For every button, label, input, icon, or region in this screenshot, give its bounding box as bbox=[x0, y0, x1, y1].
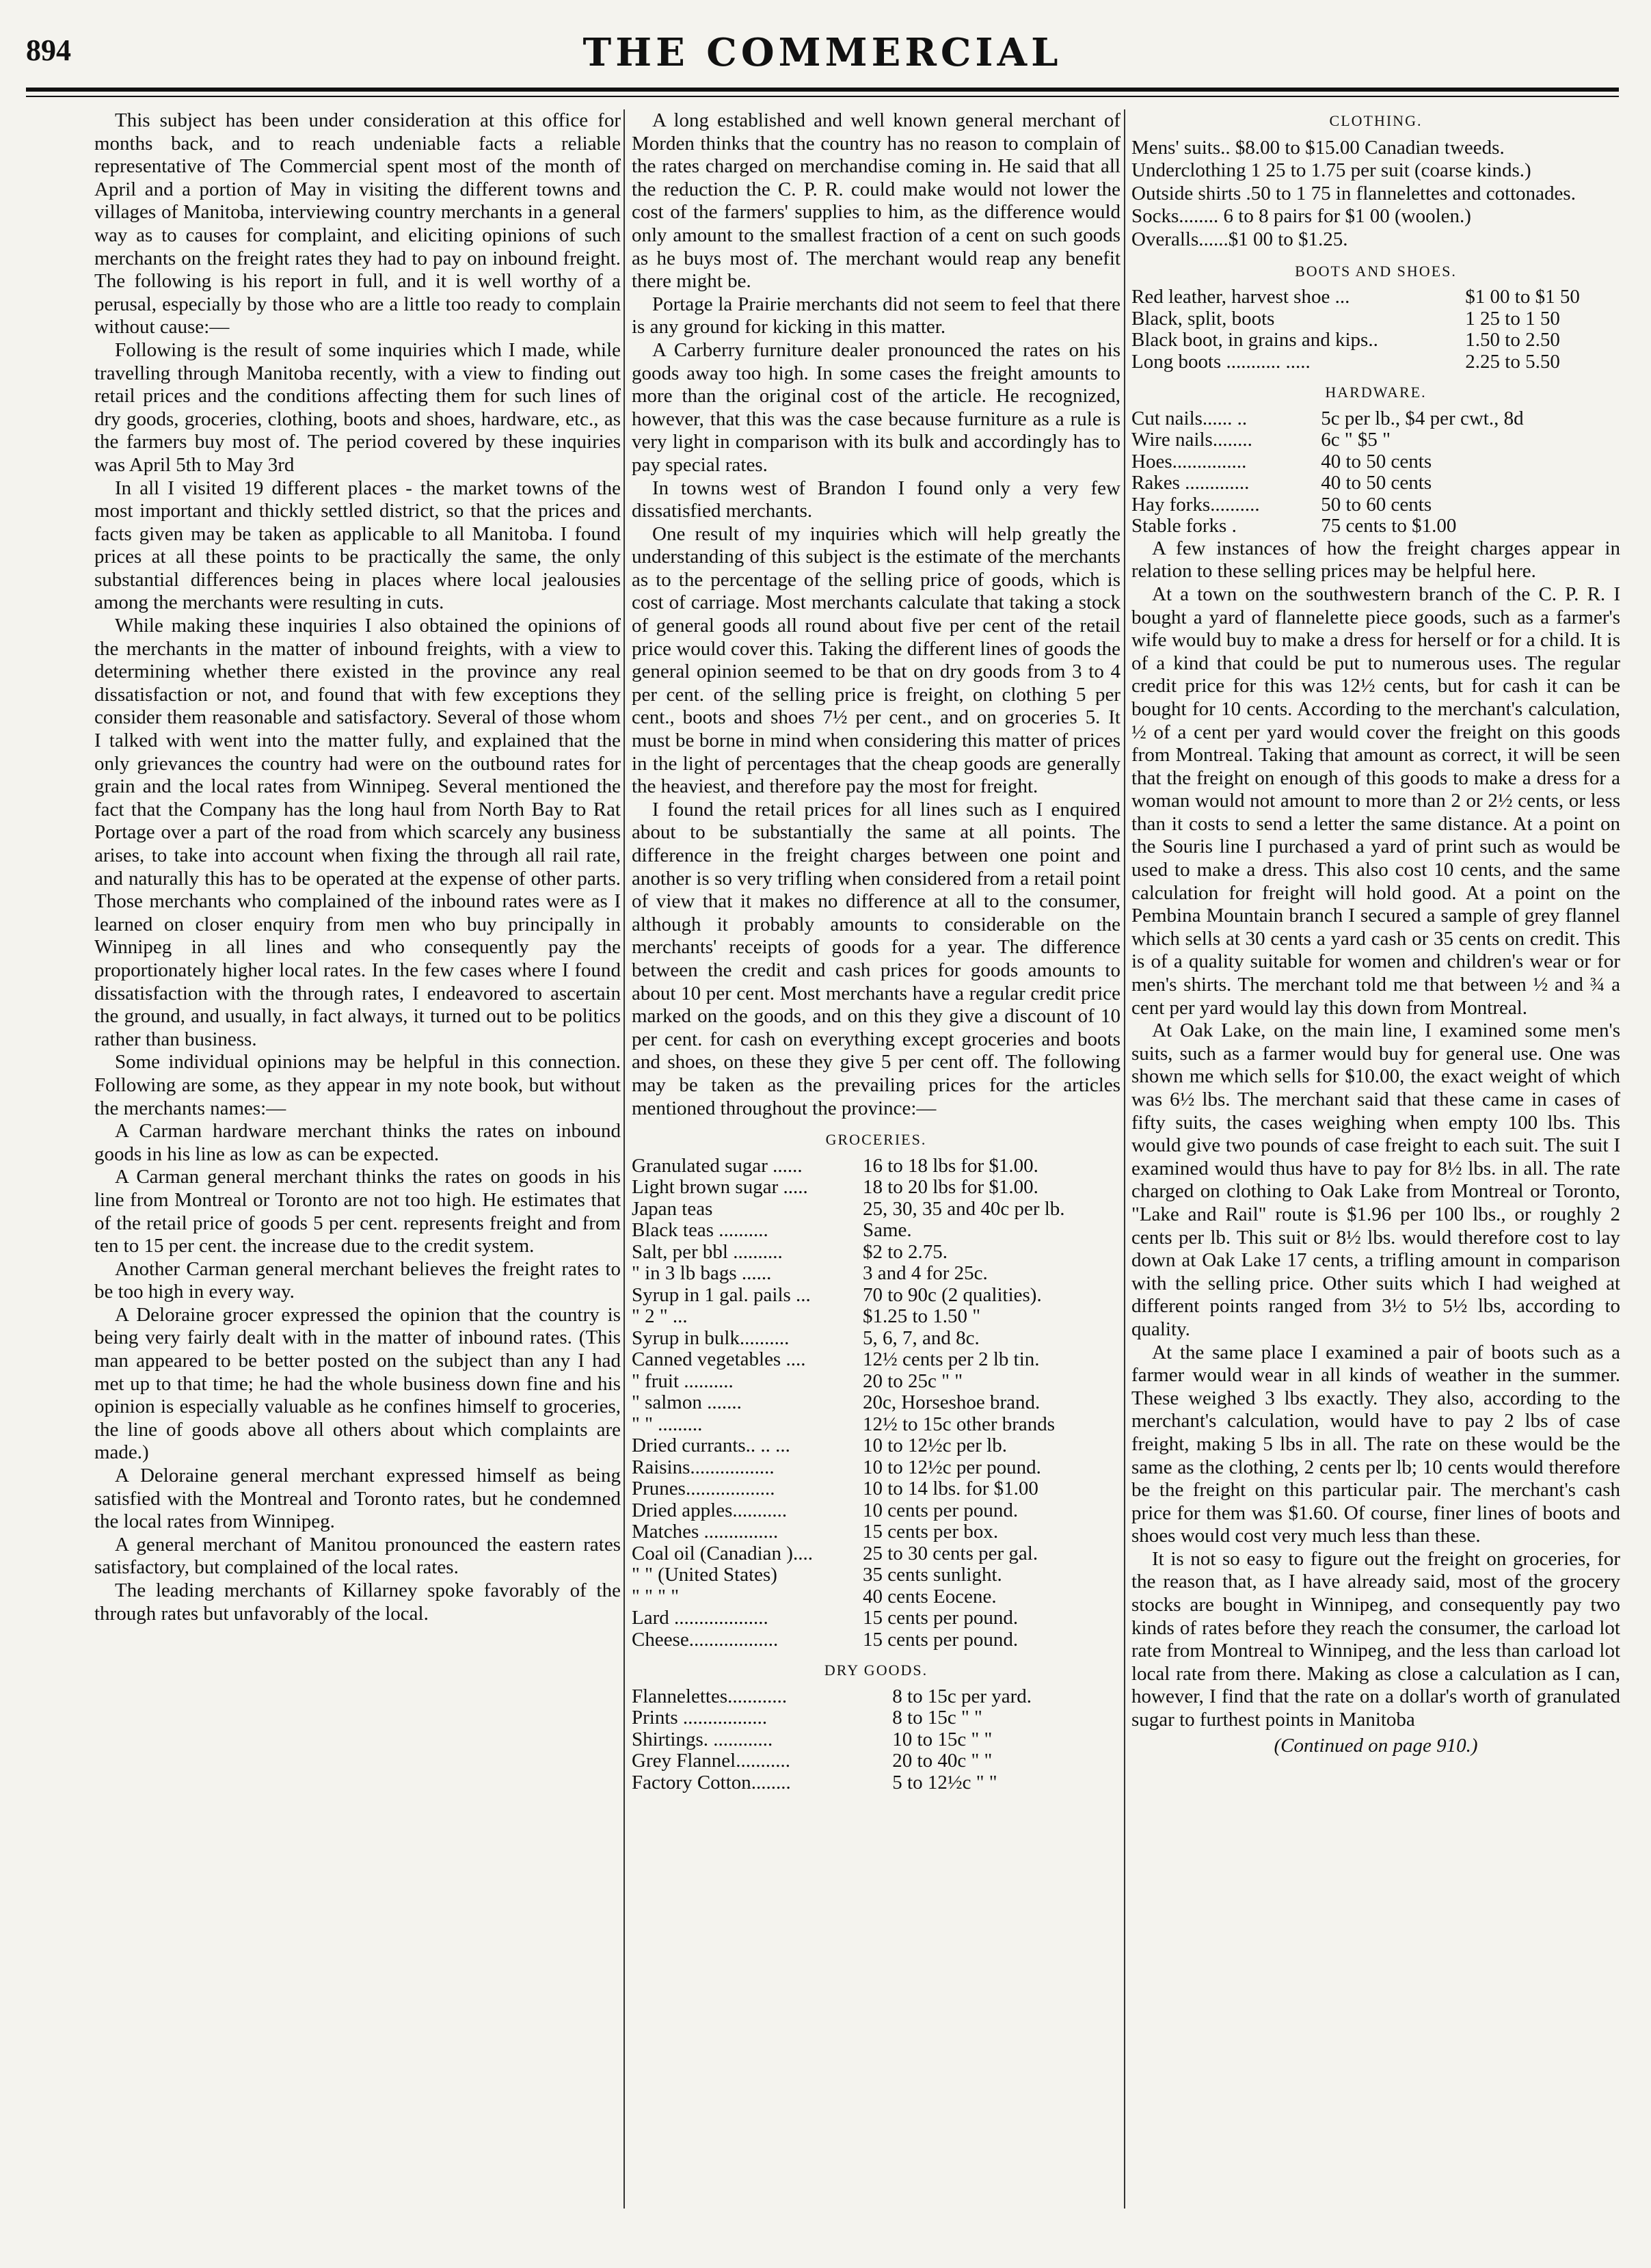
item-price: 40 to 50 cents bbox=[1321, 472, 1432, 494]
paragraph: I found the retail prices for all lines such as I enquired about to be substantially the same at all points. The difference in the freight charges between one point and another is so very trifling when considered from a retail point of view that it makes no difference at all to the consumer, although it probably amounts to considerable on the merchants' receipts of goods for a year. The difference between the credit and cash prices for goods amounts to about 10 per cent. Most merchants have a regular credit price marked on the goods, and on this they give a discount of 10 per cent. for cash on everything except groceries and boots and shoes, on these they give 5 per cent off. The following may be taken as the prevailing prices for the articles mentioned throughout the province:— bbox=[632, 798, 1120, 1119]
paragraph: The leading merchants of Killarney spoke favorably of the through rates but unfavorably of the local. bbox=[94, 1579, 621, 1625]
item-price: 5 to 12½c " " bbox=[892, 1771, 997, 1793]
item-price: 20 to 40c " " bbox=[892, 1750, 993, 1772]
item-price: 15 cents per box. bbox=[862, 1521, 999, 1543]
item-price: 12½ cents per 2 lb tin. bbox=[862, 1348, 1040, 1371]
clothing-item: Outside shirts .50 to 1 75 in flannelettes and cottonades. bbox=[1131, 182, 1576, 204]
item-price: 2.25 to 5.50 bbox=[1465, 350, 1560, 373]
price-row bbox=[1131, 472, 1620, 494]
price-row bbox=[632, 1156, 1120, 1177]
paragraph: At a town on the southwestern branch of the C. P. R. I bought a yard of flannelette piece goods, such as a farmer's wife would buy to make a dress for herself or for a child. It is of a kind that could be put to numerous uses. The regular credit price for this was 12½ cents, but for cash it can be bought for 10 cents. According to the merchant's calculation, ½ of a cent per yard would cover the freight on this goods from Montreal. Taking that amount as correct, it will be seen that the freight on enough of this goods to make a dress for a woman would not amount to more than 2 or 2½ cents, or less than it costs to send a letter the same distance. At a point on the Souris line I purchased a yard of print such as would be used to make a dress. This also cost 10 cents, and the same calculation for freight will hold good. At a point on the Pembina Mountain branch I secured a sample of grey flannel which sells at 30 cents a yard cash or 35 cents on credit. This is of a quality suitable for women and children's wear or for men's shirts. The merchant told me that between ½ and ¾ a cent per yard would lay this down from Montreal. bbox=[1131, 583, 1620, 1019]
price-row bbox=[632, 1521, 1120, 1543]
item-price: 15 cents per pound. bbox=[862, 1628, 1019, 1651]
paragraph: At Oak Lake, on the main line, I examined some men's suits, such as a farmer would buy for general use. One was shown me which sells for $10.00, the exact weight of which was 6½ lbs. The merchant said that these came in cases of fifty suits, the cases weighing when empty 100 lbs. This would give two pounds of case freight to each suit. The suit I examined would thus have to pay for 8½ lbs. in all. The rate charged on clothing to Oak Lake from Montreal or Toronto, "Lake and Rail" route is $1.96 per 100 lbs., or roughly 2 cents per lb. This suit or 8½ lbs. would therefore cost to lay down at Oak Lake 17 cents, a trifling amount in comparison with the selling price. Other suits which I had weighed at different points ranged from 3½ to 5½ lbs, according to quality. bbox=[1131, 1019, 1620, 1340]
boots-heading: BOOTS AND SHOES. bbox=[1295, 262, 1457, 280]
paragraph: Following is the result of some inquiries which I made, while travelling through Manitoba recently, with a view to finding out retail prices and the conditions affecting them for such lines of dry goods, groceries, clothing, boots and shoes, hardware, etc., as the farmers buy most of. The period covered by these inquiries was April 5th to May 3rd bbox=[94, 338, 621, 476]
item-name: Coal oil (Canadian ).... bbox=[632, 1542, 813, 1564]
continuation-note: (Continued on page 910.) bbox=[1274, 1734, 1478, 1757]
item-price: 20 to 25c " " bbox=[862, 1370, 963, 1392]
price-row bbox=[1131, 451, 1620, 473]
boots-table bbox=[1131, 286, 1620, 373]
paragraph: One result of my inquiries which will help greatly the understanding of this subject is the estimate of the merchants as to the percentage of the selling price of goods, which is cost of carriage. Most merchants calculate that taking a stock of general goods all round about five per cent of the retail price would cover this. Taking the different lines of goods the general opinion seemed to be that on dry goods from 3 to 4 per cent. of the selling price is freight, on clothing 5 per cent., boots and shoes 7½ per cent., and on groceries 5. It must be borne in mind when considering this matter of prices in the light of percentages that the cheap goods are generally the heaviest, and therefore pay the most for freight. bbox=[632, 522, 1120, 798]
item-name: Cut nails...... .. bbox=[1131, 407, 1248, 429]
item-price: 10 cents per pound. bbox=[862, 1499, 1019, 1521]
paragraph: A general merchant of Manitou pronounced the eastern rates satisfactory, but complained of the local rates. bbox=[94, 1533, 621, 1579]
item-price: 40 cents Eocene. bbox=[862, 1585, 997, 1607]
price-row bbox=[1131, 516, 1620, 537]
paragraph: While making these inquiries I also obtained the opinions of the merchants in the matter of inbound freights, with a view to determining whether there existed in the province any real dissatisfaction or not, and found that with few exceptions they consider them reasonable and satisfactory. Several of those whom I talked with went into the matter fully, and explained that the only grievances the country had were on the outbound rates for grain and the local rates from Winnipeg. Several mentioned the fact that the Company has the long haul from North Bay to Rat Portage over a part of the road from which scarcely any business arises, to take into account when fixing the through all rail rate, and naturally this has to be operated at the expense of other parts. Those merchants who complained of the inbound rates were as I learned on closer enquiry from men who buy principally in Winnipeg in all lines and who consequently pay the proportionately higher local rates. In the few cases where I found dissatisfaction with the through rates, I endeavored to ascertain the ground, and usually, in fact always, it turned out to be politics rather than business. bbox=[94, 615, 621, 1050]
price-row bbox=[632, 1328, 1120, 1350]
item-name: Flannelettes............ bbox=[632, 1685, 788, 1707]
item-name: Matches ............... bbox=[632, 1521, 779, 1543]
paragraph: A Carman general merchant thinks the rates on goods in his line from Montreal or Toronto are not too high. He estimates that of the retail price of goods 5 per cent. represents freight and from ten to 15 per cent. the increase due to the credit system. bbox=[94, 1166, 621, 1257]
page-number: 894 bbox=[26, 34, 71, 67]
item-name: Long boots ........... ..... bbox=[1131, 350, 1311, 373]
price-row bbox=[632, 1177, 1120, 1199]
item-price: 1 25 to 1 50 bbox=[1465, 307, 1560, 330]
item-name: Wire nails........ bbox=[1131, 429, 1252, 451]
price-row bbox=[632, 1772, 1120, 1794]
paragraph: A Carman hardware merchant thinks the rates on inbound goods in his line as low as can be expected. bbox=[94, 1120, 621, 1165]
dry-goods-heading: DRY GOODS. bbox=[824, 1662, 928, 1679]
price-row bbox=[632, 1543, 1120, 1565]
item-price: Same. bbox=[862, 1219, 912, 1242]
item-name: Dried currants.. .. ... bbox=[632, 1435, 790, 1457]
price-row bbox=[632, 1629, 1120, 1651]
clothing-item: Socks........ 6 to 8 pairs for $1 00 (woolen.) bbox=[1131, 205, 1471, 228]
item-price: 35 cents sunlight. bbox=[862, 1564, 1002, 1586]
item-name: Hay forks.......... bbox=[1131, 493, 1260, 516]
price-row bbox=[1131, 308, 1620, 330]
item-name: Factory Cotton........ bbox=[632, 1771, 791, 1793]
paragraph: At the same place I examined a pair of boots such as a farmer would wear in all kinds of weather in the summer. These weighed 3 lbs exactly. They also, according to the merchant's calculation, would have to pay 2 lbs of case freight, making 5 lbs in all. The rate on these would be the same as the clothing, 2 cents per lb; 10 cents would therefore be the freight on this particular pair. The merchant's cash price for them was $1.60. Of course, finer lines of boots and shoes would cost very much less than these. bbox=[1131, 1341, 1620, 1547]
item-price: 20c, Horseshoe brand. bbox=[862, 1391, 1041, 1414]
item-price: 15 cents per pound. bbox=[862, 1607, 1019, 1629]
clothing-item: Mens' suits.. $8.00 to $15.00 Canadian tweeds. bbox=[1131, 136, 1505, 159]
clothing-list bbox=[1131, 137, 1620, 252]
item-price: 10 to 12½c per lb. bbox=[862, 1435, 1007, 1457]
item-name: Syrup in 1 gal. pails ... bbox=[632, 1283, 811, 1306]
item-name: Shirtings. ............ bbox=[632, 1728, 773, 1750]
item-price: 25, 30, 35 and 40c per lb. bbox=[862, 1197, 1065, 1220]
price-row bbox=[632, 1500, 1120, 1522]
groceries-heading: GROCERIES. bbox=[825, 1131, 927, 1149]
price-row bbox=[632, 1392, 1120, 1414]
item-price: 8 to 15c " " bbox=[892, 1707, 982, 1729]
clothing-item: Underclothing 1 25 to 1.75 per suit (coarse kinds.) bbox=[1131, 159, 1531, 182]
price-row bbox=[632, 1242, 1120, 1264]
item-name: Japan teas bbox=[632, 1197, 713, 1220]
price-row bbox=[632, 1220, 1120, 1242]
price-row bbox=[632, 1306, 1120, 1328]
item-name: " 2 " ... bbox=[632, 1305, 688, 1328]
price-row bbox=[632, 1371, 1120, 1393]
price-row bbox=[1131, 330, 1620, 351]
paragraph: Some individual opinions may be helpful in this connection. Following are some, as they appear in my note book, but without the merchants names:— bbox=[94, 1051, 621, 1119]
item-name: Lard ................... bbox=[632, 1607, 768, 1629]
item-name: Black, split, boots bbox=[1131, 307, 1275, 330]
item-price: $1.25 to 1.50 " bbox=[862, 1305, 981, 1328]
column-divider bbox=[1124, 109, 1125, 2209]
price-row bbox=[632, 1607, 1120, 1629]
item-price: 50 to 60 cents bbox=[1321, 493, 1432, 516]
item-price: 40 to 50 cents bbox=[1321, 450, 1432, 472]
item-price: 16 to 18 lbs for $1.00. bbox=[862, 1154, 1038, 1177]
hardware-table bbox=[1131, 408, 1620, 537]
price-row bbox=[632, 1285, 1120, 1307]
item-price: 10 to 12½c per pound. bbox=[862, 1456, 1041, 1478]
price-row bbox=[632, 1457, 1120, 1479]
item-name: Salt, per bbl .......... bbox=[632, 1240, 783, 1263]
clothing-heading: CLOTHING. bbox=[1329, 112, 1423, 129]
item-name: Red leather, harvest shoe ... bbox=[1131, 286, 1350, 308]
price-row bbox=[632, 1750, 1120, 1772]
item-name: " " " " bbox=[632, 1585, 680, 1607]
item-name: Raisins................. bbox=[632, 1456, 775, 1478]
paragraph: It is not so easy to figure out the freight on groceries, for the reason that, as I have already said, most of the grocery stocks are bought in Winnipeg, and consequently pay two kinds of rates before they reach the consumer, the carload lot rate from Montreal to Winnipeg, and the less than carload lot local rate from there. Making as close a calculation as I can, however, I find that the rate on a dollar's worth of granulated sugar to furthest points in Manitoba bbox=[1131, 1547, 1620, 1731]
header-rule-thin bbox=[26, 96, 1619, 97]
clothing-item: Overalls......$1 00 to $1.25. bbox=[1131, 228, 1348, 250]
item-name: Black boot, in grains and kips.. bbox=[1131, 329, 1378, 351]
item-price: 10 to 15c " " bbox=[892, 1728, 993, 1750]
groceries-table bbox=[632, 1156, 1120, 1651]
item-name: " fruit .......... bbox=[632, 1370, 734, 1392]
dry-goods-table bbox=[632, 1686, 1120, 1794]
column-3 bbox=[1131, 109, 1620, 1757]
item-name: Granulated sugar ...... bbox=[632, 1154, 803, 1177]
masthead: THE COMMERCIAL bbox=[582, 30, 1062, 75]
price-row bbox=[632, 1263, 1120, 1285]
item-name: " " ......... bbox=[632, 1413, 703, 1435]
paragraph: Another Carman general merchant believes the freight rates to be too high in every way. bbox=[94, 1257, 621, 1303]
price-row bbox=[632, 1564, 1120, 1586]
item-name: " in 3 lb bags ...... bbox=[632, 1262, 772, 1285]
item-name: Dried apples........... bbox=[632, 1499, 788, 1521]
item-name: Grey Flannel........... bbox=[632, 1750, 790, 1772]
item-price: 10 to 14 lbs. for $1.00 bbox=[862, 1478, 1038, 1500]
item-name: Light brown sugar ..... bbox=[632, 1176, 808, 1199]
item-name: Cheese.................. bbox=[632, 1628, 779, 1651]
price-row bbox=[632, 1199, 1120, 1220]
item-name: " salmon ....... bbox=[632, 1391, 742, 1414]
paragraph: A Carberry furniture dealer pronounced the rates on his goods away too high. In some cases the freight amounts to more than the original cost of the article. He recognized, however, that this was the case because furniture as a rule is very light in comparison with its bulk and accordingly has to pay special rates. bbox=[632, 338, 1120, 476]
paragraph: A Deloraine grocer expressed the opinion that the country is being very fairly dealt with in the matter of inbound rates. (This man appeared to be better posted on the subject than any I had met up to that time; he had the whole business down fine and his opinion is especially valuable as he confines himself to groceries, the line of goods above all others about which complaints are made.) bbox=[94, 1303, 621, 1464]
price-row bbox=[1131, 429, 1620, 451]
item-price: $2 to 2.75. bbox=[862, 1240, 948, 1263]
page-header bbox=[26, 30, 1619, 86]
price-row bbox=[1131, 494, 1620, 516]
price-row bbox=[1131, 408, 1620, 430]
paragraph: This subject has been under consideration at this office for months back, and to reach undeniable facts a reliable representative of The Commercial spent most of the month of April and a portion of May in visiting the different towns and villages of Manitoba, interviewing country merchants in a general way as to causes for complaint, and eliciting opinions of such merchants on the freight rates they had to pay on inbound freight. The following is his report in full, and it is well worthy of a perusal, especially by those who are a little too ready to complain without cause:— bbox=[94, 109, 621, 338]
column-2 bbox=[632, 109, 1120, 1793]
price-row bbox=[632, 1707, 1120, 1729]
item-price: 8 to 15c per yard. bbox=[892, 1685, 1032, 1707]
item-price: 6c " $5 " bbox=[1321, 429, 1391, 451]
hardware-heading: HARDWARE. bbox=[1325, 384, 1427, 401]
item-price: 25 to 30 cents per gal. bbox=[862, 1542, 1038, 1564]
price-row bbox=[632, 1586, 1120, 1608]
column-divider bbox=[623, 109, 625, 2209]
item-name: Rakes ............. bbox=[1131, 472, 1250, 494]
item-price: $1 00 to $1 50 bbox=[1465, 286, 1580, 308]
item-price: 1.50 to 2.50 bbox=[1465, 329, 1560, 351]
item-name: Canned vegetables .... bbox=[632, 1348, 806, 1371]
item-name: Hoes............... bbox=[1131, 450, 1247, 472]
price-row bbox=[632, 1478, 1120, 1500]
price-row bbox=[632, 1349, 1120, 1371]
paragraph: A few instances of how the freight charges appear in relation to these selling prices may be helpful here. bbox=[1131, 537, 1620, 583]
item-price: 70 to 90c (2 qualities). bbox=[862, 1283, 1042, 1306]
price-row bbox=[632, 1686, 1120, 1708]
item-name: Syrup in bulk.......... bbox=[632, 1326, 790, 1349]
item-name: Prints ................. bbox=[632, 1707, 768, 1729]
paragraph: A long established and well known general merchant of Morden thinks that the country has no reason to complain of the rates charged on merchandise coming in. He said that all the reduction the C. P. R. could make would not lower the cost of the farmers' supplies to him, as the difference would only amount to the smallest fraction of a cent on such goods as he buys most of. The merchant would reap any benefit there might be. bbox=[632, 109, 1120, 293]
column-1 bbox=[94, 109, 621, 1625]
paragraph: A Deloraine general merchant expressed himself as being satisfied with the Montreal and Toronto rates, but he condemned the local rates from Winnipeg. bbox=[94, 1465, 621, 1533]
price-row bbox=[632, 1729, 1120, 1751]
price-row bbox=[1131, 286, 1620, 308]
item-name: Prunes.................. bbox=[632, 1478, 775, 1500]
price-row bbox=[632, 1414, 1120, 1436]
item-price: 5, 6, 7, and 8c. bbox=[862, 1326, 980, 1349]
paragraph: In towns west of Brandon I found only a very few dissatisfied merchants. bbox=[632, 477, 1120, 522]
item-price: 75 cents to $1.00 bbox=[1321, 515, 1457, 537]
paragraph: In all I visited 19 different places - the market towns of the most important and thickly settled district, so that the prices and facts given may be taken as applicable to all Manitoba. I found prices at all these points to be practically the same, the only substantial differences being in places where local jealousies among the merchants were resulting in cuts. bbox=[94, 477, 621, 614]
item-price: 5c per lb., $4 per cwt., 8d bbox=[1321, 407, 1524, 429]
header-rule bbox=[26, 88, 1619, 92]
item-name: Stable forks . bbox=[1131, 515, 1237, 537]
item-name: Black teas .......... bbox=[632, 1219, 768, 1242]
price-row bbox=[632, 1435, 1120, 1457]
price-row bbox=[1131, 351, 1620, 373]
item-price: 3 and 4 for 25c. bbox=[862, 1262, 988, 1285]
paragraph: Portage la Prairie merchants did not seem to feel that there is any ground for kicking in this matter. bbox=[632, 293, 1120, 338]
item-price: 18 to 20 lbs for $1.00. bbox=[862, 1176, 1038, 1199]
item-name: " " (United States) bbox=[632, 1564, 777, 1586]
item-price: 12½ to 15c other brands bbox=[862, 1413, 1056, 1435]
